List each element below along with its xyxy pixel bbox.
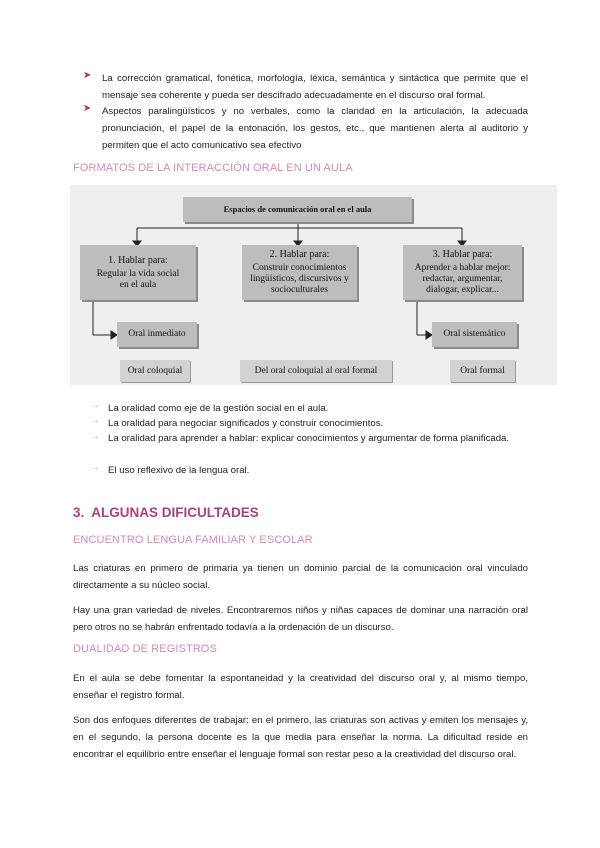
diagram-col2-box [242,245,357,300]
diagram-figure [70,185,557,385]
paragraph: Hay una gran variedad de niveles. Encontraremos niños y niñas capaces de dominar una narración oral pero otros no se habrán enfrentado todavía a la ordenación de un discurso. [73,605,528,633]
arrow-item: La oralidad como eje de la gestión social en el aula. [108,403,329,414]
col3-title: 3. Hablar para: [432,249,493,260]
col1-title: 1. Hablar para: [108,254,168,266]
paragraph: Son dos enfoques diferentes de trabajar: en el primero, las criaturas son activas y emiten los mensajes y, en el segundo, la persona docente es la que media para enseñar la norma. La dificultad reside en encontrar el equilibrio entre enseñar el lenguaje formal son restar peso a la creatividad del discurso oral. [73,715,528,760]
subheading-dualidad: DUALIDAD DE REGISTROS [73,643,217,655]
col2-title: 2. Hablar para: [269,249,330,260]
arrow-icon: → [90,400,100,411]
arrow-icon: → [90,415,100,426]
col3-body: Aprender a hablar mejor: redactar, argumentar, dialogar, explicar... [414,263,511,295]
diagram-col3-box [403,245,522,300]
diagram-del-oral: Del oral coloquial al oral formal [240,360,392,382]
bullet-arrow-icon: ➤ [83,103,92,114]
section-heading: 3. ALGUNAS DIFICULTADES [73,505,259,520]
col1-body: Regular la vida social en el aula [96,268,180,290]
subheading-formatos: FORMATOS DE LA INTERACCIÓN ORAL EN UN AULA [73,162,353,174]
arrow-item: El uso reflexivo de la lengua oral. [108,465,250,476]
arrow-item: La oralidad para aprender a hablar: explicar conocimientos y argumentar de forma planificada. [108,433,510,444]
subheading-encuentro: ENCUENTRO LENGUA FAMILIAR Y ESCOLAR [73,534,313,546]
arrow-icon: → [90,462,100,473]
diagram-oral-inmediato: Oral inmediato [117,322,197,347]
arrow-icon: → [90,431,100,442]
diagram-col1-box [80,245,196,300]
diagram-top-box: Espacios de comunicación oral en el aula [183,197,412,222]
arrow-item: La oralidad para negociar significados y construir conocimientos. [108,418,384,429]
diagram-oral-sistematico: Oral sistemático [432,322,517,347]
bullet-item: Aspectos paralingüísticos y no verbales, como la claridad en la articulación, la adecuada pronunciación, el papel de la entonación, los gestos, etc., que mantienen alerta al auditorio y permiten que el acto comunicativo sea efectivo [102,106,528,151]
col2-body: Construir conocimientos lingüísticos, discursivos y socioculturales [250,263,349,295]
bullet-item: La corrección gramatical, fonética, morfología, léxica, semántica y sintáctica que permite que el mensaje sea coherente y pueda ser descifrado adecuadamente en el discurso oral formal. [102,73,528,101]
bullet-arrow-icon: ➤ [83,70,92,81]
diagram-oral-formal: Oral formal [450,360,515,382]
diagram-oral-coloquial: Oral coloquial [120,360,190,382]
paragraph: En el aula se debe fomentar la espontaneidad y la creatividad del discurso oral y, al mismo tiempo, enseñar el registro formal. [73,673,528,701]
paragraph: Las criaturas en primero de primaria ya tienen un dominio parcial de la comunicación oral vinculado directamente a su núcleo social. [73,563,528,591]
